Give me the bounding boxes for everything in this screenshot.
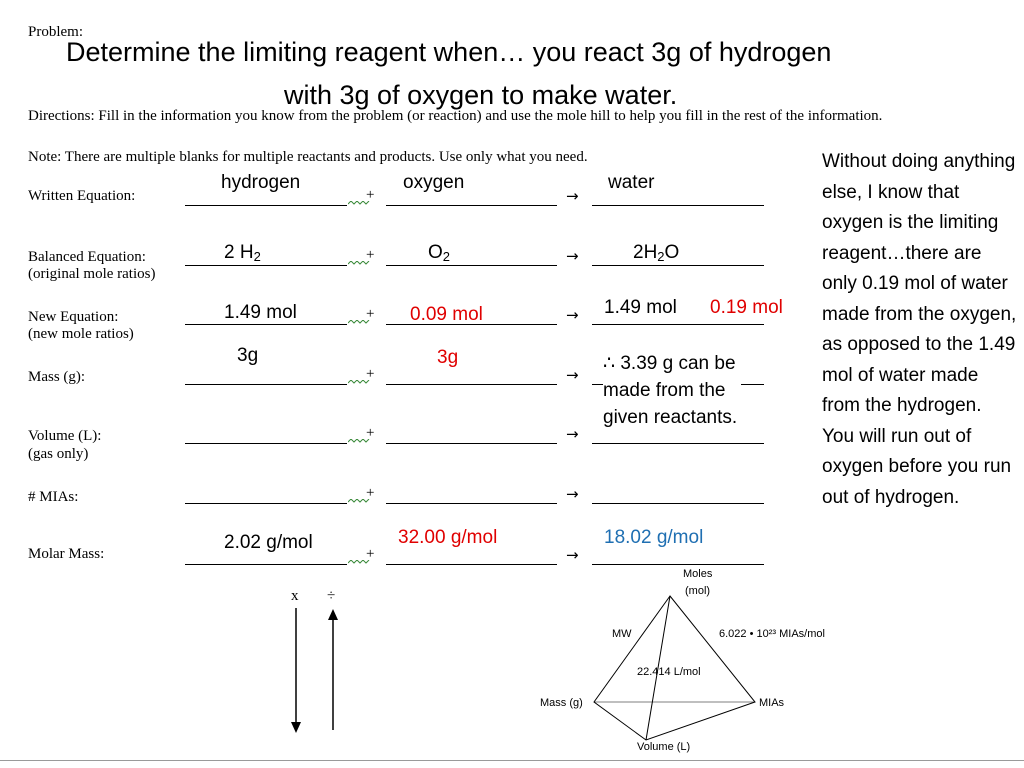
mole-hill-mol-unit: (mol) xyxy=(685,585,711,597)
written-squiggle-mark xyxy=(348,201,370,207)
new-water-mol-from-hydrogen: 1.49 mol xyxy=(604,297,677,318)
volume-squiggle-mark xyxy=(348,439,370,445)
problem-label: Problem: xyxy=(28,24,83,40)
up-arrow-icon xyxy=(328,609,338,620)
volume-blank-product xyxy=(592,443,764,444)
directions-text: Directions: Fill in the information you know from the problem (or reaction) and use the mole hill to help you fill in the rest of the information. xyxy=(28,108,883,124)
row-label-mias: # MIAs: xyxy=(28,489,79,505)
molar-hydrogen: 2.02 g/mol xyxy=(224,532,313,553)
bottom-divider xyxy=(0,760,1024,761)
row-label-new-sub: (new mole ratios) xyxy=(28,326,134,342)
mass-plus-sign: + xyxy=(366,366,375,382)
row-label-written: Written Equation: xyxy=(28,188,136,204)
balanced-water-subscript: 2 xyxy=(657,249,665,264)
mias-squiggle-mark xyxy=(348,499,370,505)
conclusion-line-2: made from the xyxy=(603,380,726,401)
written-blank-reactant-2 xyxy=(386,205,557,206)
balanced-hydrogen xyxy=(224,242,261,264)
balanced-blank-reactant-1 xyxy=(185,265,347,266)
written-water: water xyxy=(608,172,655,193)
molar-blank-product xyxy=(592,564,764,565)
conclusion-note xyxy=(603,350,741,431)
row-label-new: New Equation: xyxy=(28,309,119,325)
molar-blank-reactant-1 xyxy=(185,564,347,565)
new-arrow: → xyxy=(566,306,579,324)
row-label-volume: Volume (L): xyxy=(28,428,102,444)
slide-title-line-1: Determine the limiting reagent when… you react 3g of hydrogen xyxy=(66,37,832,67)
balanced-water-formula-pre: 2H xyxy=(633,242,658,263)
new-blank-reactant-1 xyxy=(185,324,347,325)
written-blank-reactant-1 xyxy=(185,205,347,206)
balanced-oxygen xyxy=(428,242,450,264)
molar-blank-reactant-2 xyxy=(386,564,557,565)
written-hydrogen: hydrogen xyxy=(221,172,301,193)
volume-blank-reactant-2 xyxy=(386,443,557,444)
mias-arrow: → xyxy=(566,485,579,503)
conclusion-line-3: given reactants. xyxy=(603,407,738,428)
multiply-symbol: x xyxy=(291,588,299,604)
balanced-blank-reactant-2 xyxy=(386,265,557,266)
mass-blank-reactant-2 xyxy=(386,384,557,385)
balanced-squiggle-mark xyxy=(348,261,370,267)
new-squiggle-mark xyxy=(348,320,370,326)
written-arrow: → xyxy=(566,187,579,205)
mias-blank-product xyxy=(592,503,764,504)
molar-oxygen: 32.00 g/mol xyxy=(398,527,498,548)
mole-hill-mias: MIAs xyxy=(759,697,785,709)
balanced-oxygen-subscript: 2 xyxy=(442,249,451,264)
mole-hill-mw: MW xyxy=(612,628,632,640)
conversion-arrows xyxy=(280,600,350,740)
balanced-oxygen-formula: O xyxy=(428,242,443,263)
volume-arrow: → xyxy=(566,425,579,443)
balanced-blank-product xyxy=(592,265,764,266)
mass-hydrogen: 3g xyxy=(237,345,259,366)
mias-blank-reactant-2 xyxy=(386,503,557,504)
balanced-water-formula-post: O xyxy=(664,242,680,263)
molar-plus-sign: + xyxy=(366,546,375,562)
mole-hill-moles: Moles xyxy=(683,568,713,580)
volume-plus-sign: + xyxy=(366,425,375,441)
written-plus-sign: + xyxy=(366,187,375,203)
new-oxygen-mol: 0.09 mol xyxy=(410,304,483,325)
row-label-mass: Mass (g): xyxy=(28,369,86,385)
written-oxygen: oxygen xyxy=(403,172,465,193)
new-hydrogen-mol: 1.49 mol xyxy=(224,302,297,323)
mass-oxygen: 3g xyxy=(437,347,459,368)
volume-blank-reactant-1 xyxy=(185,443,347,444)
mias-blank-reactant-1 xyxy=(185,503,347,504)
new-water-mol-from-oxygen: 0.19 mol xyxy=(710,297,783,318)
molar-arrow: → xyxy=(566,546,579,564)
mole-hill-avogadro: 6.022 • 10²³ MIAs/mol xyxy=(719,628,825,640)
row-label-molar: Molar Mass: xyxy=(28,546,105,562)
note-text: Note: There are multiple blanks for multiple reactants and products. Use only what you need. xyxy=(28,149,588,165)
divide-symbol: ÷ xyxy=(327,588,336,604)
sidebar-explanation: Without doing anything else, I know that oxygen is the limiting reagent…there are only 0.19 mol of water made from the oxygen, as opposed to the 1.49 mol of water made from the hydrogen. You will run out of oxygen before you run out of hydrogen. xyxy=(822,151,1017,508)
row-label-balanced: Balanced Equation: xyxy=(28,249,146,265)
balanced-water xyxy=(633,242,679,264)
mole-hill-molar-volume: 22.414 L/mol xyxy=(637,666,701,678)
written-blank-product xyxy=(592,205,764,206)
slide-title-line-2: with 3g of oxygen to make water. xyxy=(284,80,678,110)
mole-hill-volume: Volume (L) xyxy=(637,741,691,753)
row-label-volume-sub: (gas only) xyxy=(28,446,89,462)
molar-squiggle-mark xyxy=(348,560,370,566)
new-blank-product xyxy=(592,324,764,325)
mass-squiggle-mark xyxy=(348,380,370,386)
balanced-arrow: → xyxy=(566,247,579,265)
molar-water: 18.02 g/mol xyxy=(604,527,704,548)
conclusion-line-1: ∴ 3.39 g can be xyxy=(603,353,736,374)
balanced-hydrogen-subscript: 2 xyxy=(253,249,261,264)
mass-blank-reactant-1 xyxy=(185,384,347,385)
mias-plus-sign: + xyxy=(366,485,375,501)
balanced-plus-sign: + xyxy=(366,247,375,263)
balanced-hydrogen-formula: 2 H xyxy=(224,242,254,263)
mole-hill-mass: Mass (g) xyxy=(540,697,583,709)
row-label-balanced-sub: (original mole ratios) xyxy=(28,266,156,282)
down-arrow-icon xyxy=(291,722,301,733)
new-plus-sign: + xyxy=(366,306,375,322)
mass-arrow: → xyxy=(566,366,579,384)
